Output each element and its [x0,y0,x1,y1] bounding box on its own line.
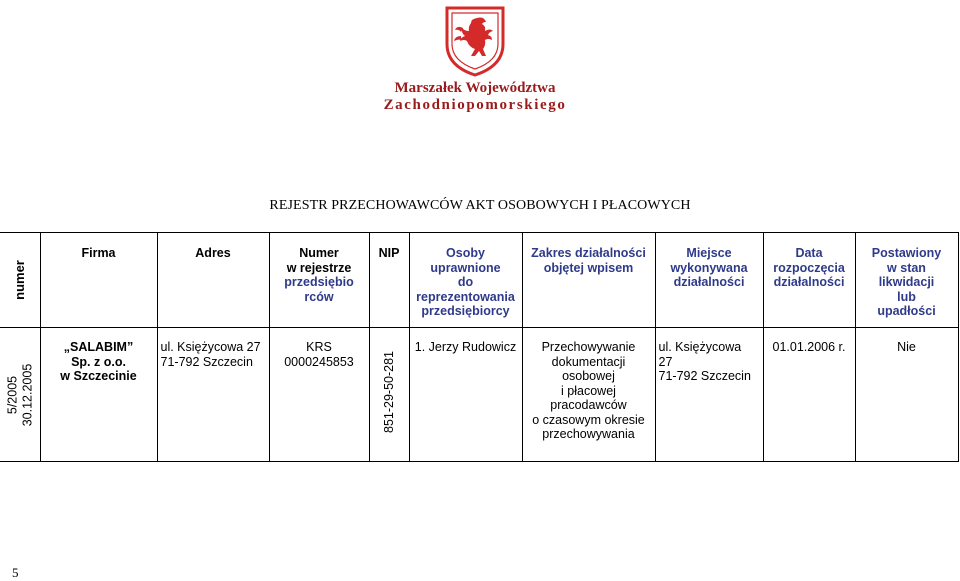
griffin-emblem-icon [443,4,507,78]
col-header-miejsce: Miejsce wykonywana działalności [655,233,763,328]
col-header-numer-rejestr: Numer w rejestrze przedsiębio rców [269,233,369,328]
col-header-data: Data rozpoczęcia działalności [763,233,855,328]
table-row [0,328,958,462]
cell-osoby: 1. Jerzy Rudowicz [409,328,522,462]
cell-krs: KRS 0000245853 [269,328,369,462]
cell-postawiony: Nie [855,328,958,462]
col-header-adres: Adres [157,233,269,328]
org-name-line1: Marszałek Województwa [394,80,556,96]
org-name-line2: Zachodniopomorskiego [383,97,567,113]
register-table [0,232,959,462]
cell-numer: 5/2005 30.12.2005 [0,328,40,462]
col-header-numer: numer [0,233,40,328]
cell-data: 01.01.2006 r. [763,328,855,462]
col-header-firma: Firma [40,233,157,328]
col-header-postawiony: Postawiony w stan likwidacji lub upadłości [855,233,958,328]
col-header-osoby: Osoby uprawnione do reprezentowania przedsiębiorcy [409,233,522,328]
table-header-row [0,233,958,328]
page-number: 5 [12,565,19,580]
col-header-nip: NIP [369,233,409,328]
cell-zakres: Przechowywanie dokumentacji osobowej i płacowej pracodawców o czasowym okresie przechowywania [522,328,655,462]
col-header-zakres: Zakres działalności objętej wpisem [522,233,655,328]
cell-nip: 851-29-50-281 [369,328,409,462]
cell-adres: ul. Księżycowa 27 71-792 Szczecin [157,328,269,462]
document-title: REJESTR PRZECHOWAWCÓW AKT OSOBOWYCH I PŁACOWYCH [269,198,691,213]
cell-firma: „SALABIM” Sp. z o.o. w Szczecinie [40,328,157,462]
cell-miejsce: ul. Księżycowa 27 71-792 Szczecin [655,328,763,462]
